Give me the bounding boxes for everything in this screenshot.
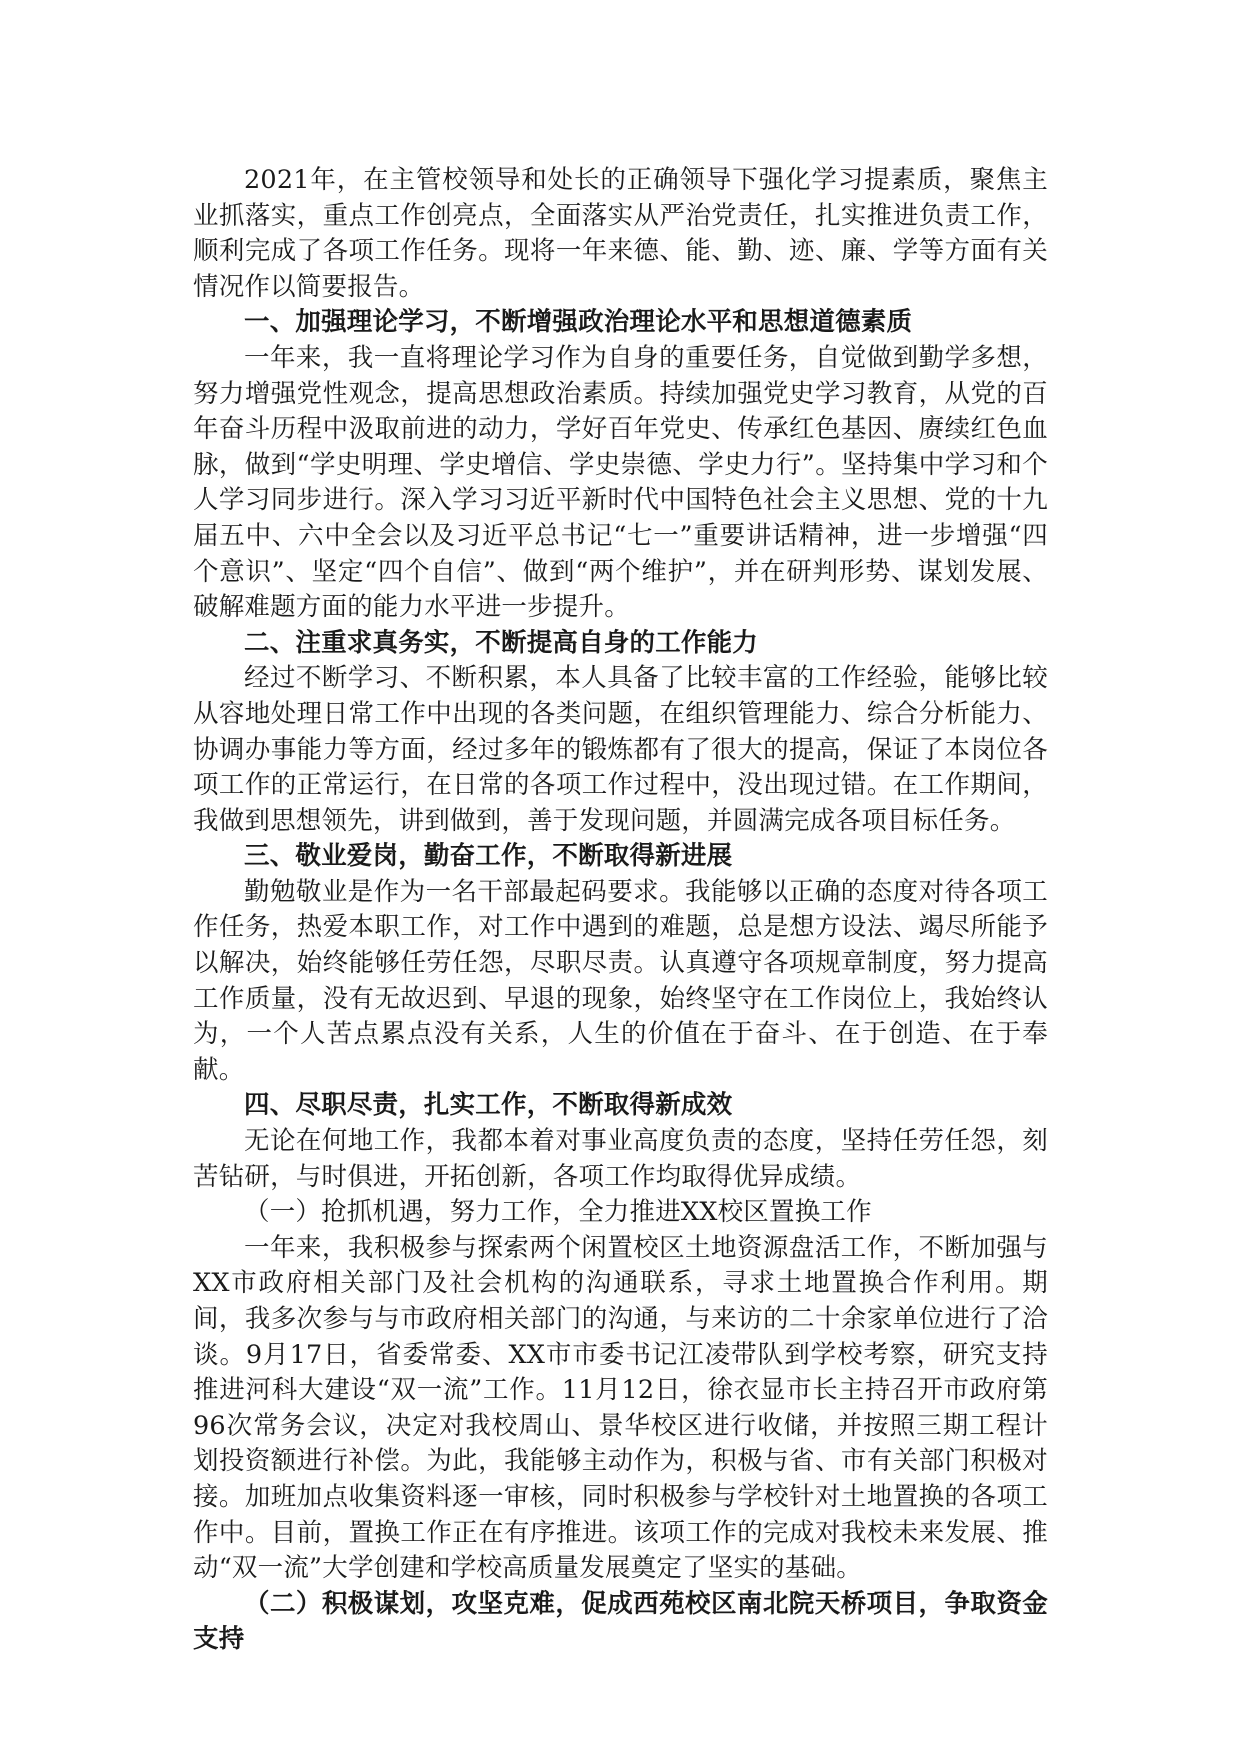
section-2-paragraph: 经过不断学习、不断积累，本人具备了比较丰富的工作经验，能够比较从容地处理日常工作中出现的各类问题，在组织管理能力、综合分析能力、协调办事能力等方面，经过多年的锻炼都有了很大的提高，保证了本岗位各项工作的正常运行，在日常的各项工作过程中，没出现过错。在工作期间，我做到思想领先，讲到做到，善于发现问题，并圆满完成各项目标任务。 (193, 663, 1048, 836)
document-page (193, 163, 1048, 1658)
section-3-heading: 三、敬业爱岗，勤奋工作，不断取得新进展 (244, 841, 733, 872)
section-4-heading: 四、尽职尽责，扎实工作，不断取得新成效 (244, 1090, 733, 1121)
subsection-1-paragraph: 一年来，我积极参与探索两个闲置校区土地资源盘活工作，不断加强与XX市政府相关部门及社会机构的沟通联系，寻求土地置换合作利用。期间，我多次参与与市政府相关部门的沟通，与来访的二十余家单位进行了洽谈。9月17日，省委常委、XX市市委书记江凌带队到学校考察，研究支持推进河科大建设“双一流”工作。11月12日，徐衣显市长主持召开市政府第96次常务会议，决定对我校周山、景华校区进行收储，并按照三期工程计划投资额进行补偿。为此，我能够主动作为，积极与省、市有关部门积极对接。加班加点收集资料逐一审核，同时积极参与学校针对土地置换的各项工作中。目前，置换工作正在有序推进。该项工作的完成对我校未来发展、推动“双一流”大学创建和学校高质量发展奠定了坚实的基础。 (193, 1232, 1048, 1584)
intro-paragraph: 2021年，在主管校领导和处长的正确领导下强化学习提素质，聚焦主业抓落实，重点工作创亮点，全面落实从严治党责任，扎实推进负责工作，顺利完成了各项工作任务。现将一年来德、能、勤、迹、廉、学等方面有关情况作以简要报告。 (193, 165, 1048, 302)
section-1-paragraph: 一年来，我一直将理论学习作为自身的重要任务，自觉做到勤学多想，努力增强党性观念，提高思想政治素质。持续加强党史学习教育，从党的百年奋斗历程中汲取前进的动力，学好百年党史、传承红色基因、赓续红色血脉，做到“学史明理、学史增信、学史崇德、学史力行”。坚持集中学习和个人学习同步进行。深入学习习近平新时代中国特色社会主义思想、党的十九届五中、六中全会以及习近平总书记“七一”重要讲话精神，进一步增强“四个意识”、坚定“四个自信”、做到“两个维护”，并在研判形势、谋划发展、破解难题方面的能力水平进一步提升。 (193, 342, 1048, 623)
section-1-heading: 一、加强理论学习，不断增强政治理论水平和思想道德素质 (244, 307, 913, 338)
subsection-2-heading: （二）积极谋划，攻坚克难，促成西苑校区南北院天桥项目，争取资金支持 (193, 1588, 1048, 1655)
section-3-paragraph: 勤勉敬业是作为一名干部最起码要求。我能够以正确的态度对待各项工作任务，热爱本职工作，对工作中遇到的难题，总是想方设法、竭尽所能予以解决，始终能够任劳任怨，尽职尽责。认真遵守各项规章制度，努力提高工作质量，没有无故迟到、早退的现象，始终坚守在工作岗位上，我始终认为，一个人苦点累点没有关系，人生的价值在于奋斗、在于创造、在于奉献。 (193, 876, 1048, 1085)
section-2-heading: 二、注重求真务实，不断提高自身的工作能力 (244, 627, 759, 658)
subsection-1-heading: （一）抢抓机遇，努力工作，全力推进XX校区置换工作 (244, 1197, 872, 1228)
section-4-paragraph: 无论在何地工作，我都本着对事业高度负责的态度，坚持任劳任怨，刻苦钻研，与时俱进，开拓创新，各项工作均取得优异成绩。 (193, 1126, 1048, 1192)
